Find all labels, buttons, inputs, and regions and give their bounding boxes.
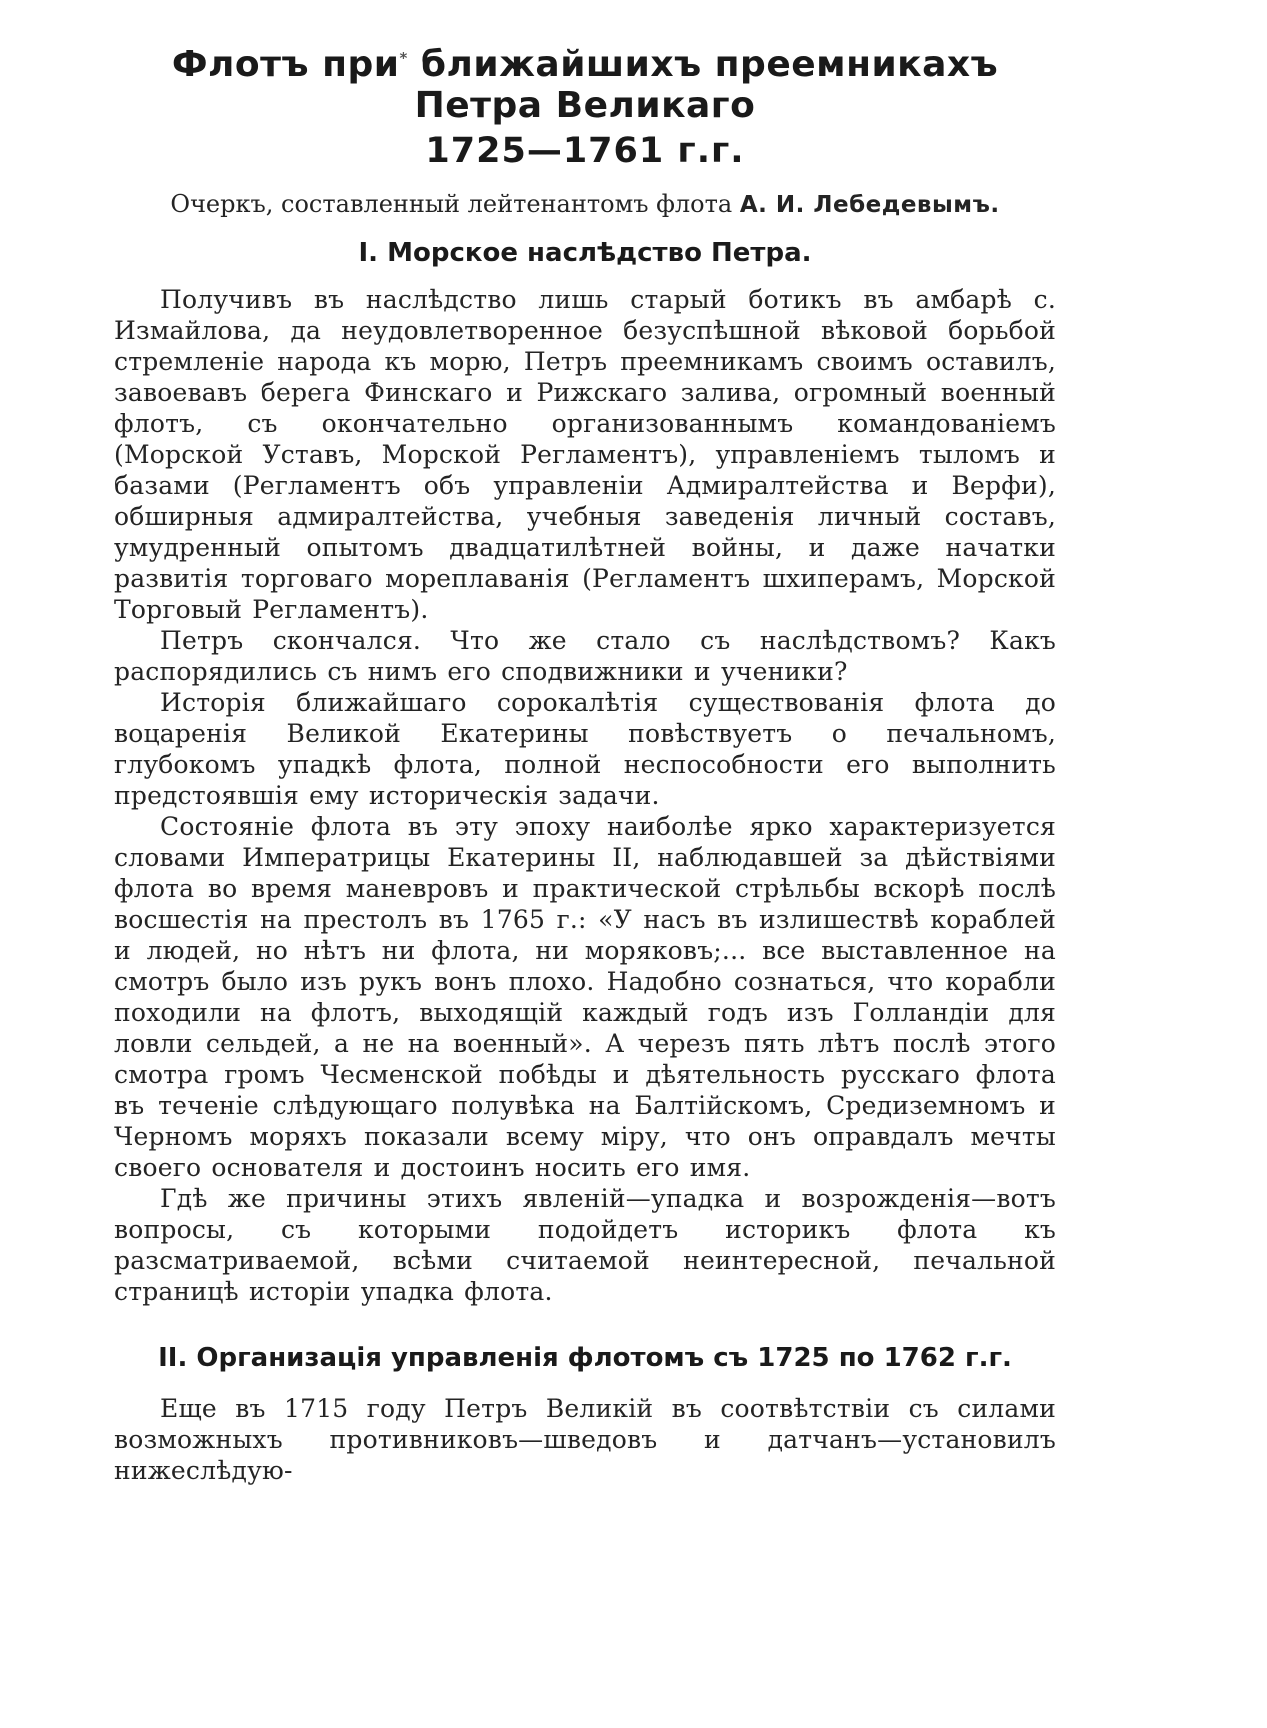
title-footnote-mark: * (399, 49, 408, 67)
section-1 (114, 238, 1056, 1307)
page-title (114, 44, 1056, 127)
text-block (114, 44, 1056, 1486)
section-1-paragraph-1: Получивъ въ наслѣдство лишь старый ботикъ въ амбарѣ с. Измайлова, да неудовлетворенное безуспѣшной вѣковой борьбой стремленіе народа къ морю, Петръ преемникамъ своимъ оставилъ, завоевавъ берега Финскаго и Рижскаго залива, огромный военный флотъ, съ окончательно организованнымъ командованіемъ (Морской Уставъ, Морской Регламентъ), управленіемъ тыломъ и базами (Регламентъ объ управленіи Адмиралтейства и Верфи), обширныя адмиралтейства, учебныя заведенія личный составъ, умудренный опытомъ двадцатилѣтней войны, и даже начатки развитія торговаго мореплаванія (Регламентъ шхиперамъ, Морской Торговый Регламентъ). (114, 285, 1056, 625)
page-title-part2: ближайшихъ преемникахъ Петра Великаго (414, 44, 999, 127)
section-1-heading: I. Морское наслѣдство Петра. (358, 238, 812, 269)
section-1-paragraph-2: Петръ скончался. Что же стало съ наслѣдствомъ? Какъ распорядились съ нимъ его сподвижники и ученики? (114, 626, 1056, 687)
section-1-paragraph-4: Состояніе флота въ эту эпоху наиболѣе ярко характеризуется словами Императрицы Екатерины II, наблюдавшей за дѣйствіями флота во время маневровъ и практической стрѣльбы вскорѣ послѣ восшестія на престолъ въ 1765 г.: «У насъ въ излишествѣ кораблей и людей, но нѣтъ ни флота, ни моряковъ;... все выставленное на смотръ было изъ рукъ вонъ плохо. Надобно сознаться, что корабли походили на флотъ, выходящій каждый годъ изъ Голландіи для ловли сельдей, а не на военный». А черезъ пять лѣтъ послѣ этого смотра громъ Чесменской побѣды и дѣятельность русскаго флота въ теченіе слѣдующаго полувѣка на Балтійскомъ, Средиземномъ и Черномъ моряхъ показали всему міру, что онъ оправдалъ мечты своего основателя и достоинъ носить его имя. (114, 812, 1056, 1183)
section-2 (114, 1343, 1056, 1485)
subtitle-author: А. И. Лебедевымъ. (739, 192, 1000, 219)
section-1-paragraph-3: Исторія ближайшаго сорокалѣтія существованія флота до воцаренія Великой Екатерины повѣствуетъ о печальномъ, глубокомъ упадкѣ флота, полной неспособности его выполнить предстоявшія ему историческія задачи. (114, 688, 1056, 811)
page-title-years: 1725—1761 г.г. (425, 130, 745, 171)
subtitle-text: Очеркъ, составленный лейтенантомъ флота (170, 190, 740, 219)
section-2-paragraph-1: Еще въ 1715 году Петръ Великій въ соотвѣтствіи съ силами возможныхъ противниковъ—шведовъ и датчанъ—установилъ нижеслѣдую- (114, 1393, 1056, 1485)
section-1-paragraph-5: Гдѣ же причины этихъ явленій—упадка и возрожденія—вотъ вопросы, съ которыми подойдетъ историкъ флота къ разсматриваемой, всѣми считаемой неинтересной, печальной страницѣ исторіи упадка флота. (114, 1184, 1056, 1307)
page-title-part1: Флотъ при (171, 44, 400, 85)
subtitle (114, 190, 1056, 218)
section-2-heading: II. Организація управленія флотомъ съ 1725 по 1762 г.г. (158, 1343, 1012, 1374)
